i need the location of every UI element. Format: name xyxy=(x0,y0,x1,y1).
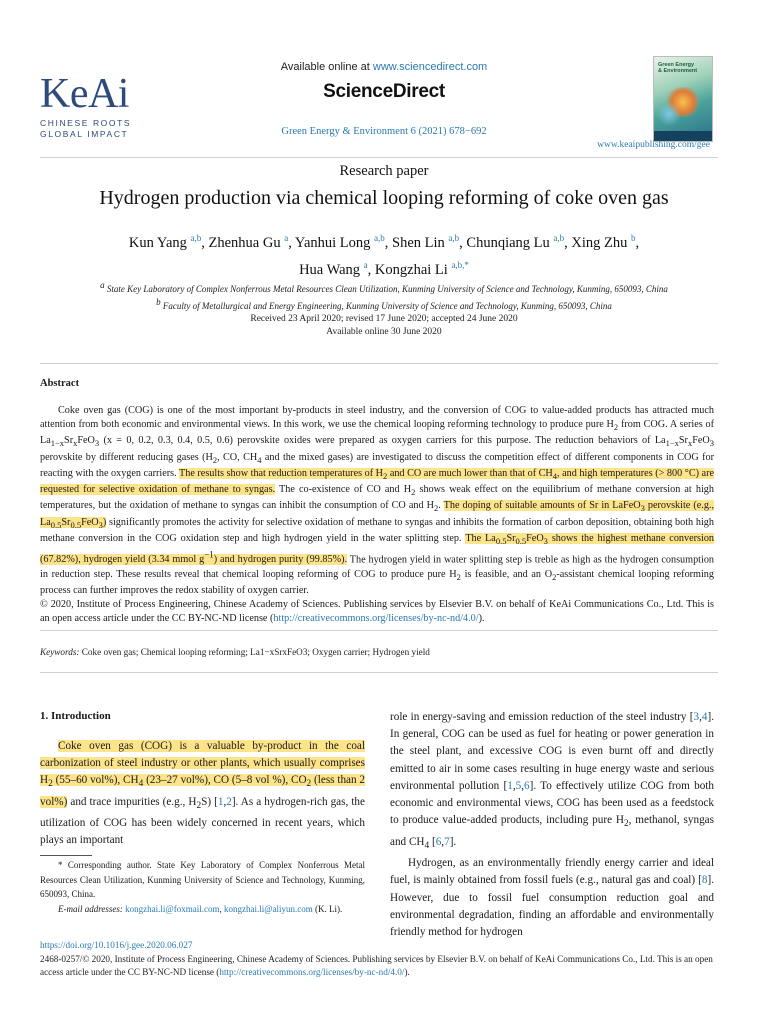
author: Yanhui Long $^{a,b}$ xyxy=(294,233,385,251)
divider xyxy=(40,672,718,673)
journal-homepage-link[interactable]: www.keaipublishing.com/gee xyxy=(597,140,710,150)
keywords xyxy=(40,647,430,657)
footnote-divider xyxy=(40,855,92,856)
journal-citation: Green Energy & Environment 6 (2021) 678−692 xyxy=(281,126,487,137)
sciencedirect-link[interactable]: www.sciencedirect.com xyxy=(372,61,488,73)
reference-link[interactable]: 6 xyxy=(435,835,442,848)
highlight: Coke oven gas (COG) is a valuable by-product in the coal carbonization of steel industry or other plants, which usually comprises $H_2$ (55–60 vol%), $CH_4$ (23–27 vol%), CO (5–8 vol %), $CO_2$ (less than 2 vol%) xyxy=(40,740,366,808)
reference-link[interactable]: 2 xyxy=(226,795,232,808)
author-affil-mark[interactable]: a,b xyxy=(190,233,202,243)
author: Xing Zhu $^b$ xyxy=(571,233,636,251)
email-link[interactable]: kongzhai.li@aliyun.com xyxy=(223,903,313,914)
email-link[interactable]: kongzhai.li@foxmail.com xyxy=(125,903,220,914)
body-paragraph: Hydrogen, as an environmentally friendly energy carrier and ideal fuel, is mainly obtained from fossil fuels (e.g., natural gas and coal) [8]. However, due to fossil fuel consumption reduction goal and environmental degradation, finding an affordable and environmentally friendly method for hydrogen xyxy=(390,857,714,938)
affiliations xyxy=(40,279,728,313)
author-affil-mark[interactable]: a,b xyxy=(448,233,460,243)
available-online: Available online at www.sciencedirect.com xyxy=(280,61,488,73)
cover-title: Green Energy & Environment xyxy=(658,62,698,74)
keywords-text: Coke oven gas; Chemical looping reforming; La1−xSrxFeO3; Oxygen carrier; Hydrogen yield xyxy=(81,647,430,657)
divider xyxy=(40,630,718,631)
highlight: The results show that reduction temperatures of $H_2$ and CO are much lower than that of $CH_4$, and high temperatures (> 800 °C) are requested for selective oxidation of methane to syngas. xyxy=(40,467,714,496)
logo-tagline: CHINESE ROOTS GLOBAL IMPACT xyxy=(40,118,132,139)
logo-wordmark: KeAi xyxy=(40,71,129,117)
keywords-label: Keywords: xyxy=(40,647,80,657)
author: Zhenhua Gu $^a$ xyxy=(208,233,289,251)
footnote xyxy=(40,858,365,916)
author: Kongzhai Li $^{a,b,*}$ xyxy=(374,259,469,278)
author: Shen Lin $^{a,b}$ xyxy=(392,233,460,251)
doi-link[interactable]: https://doi.org/10.1016/j.gee.2020.06.027 xyxy=(40,940,193,950)
reference-link[interactable]: 6 xyxy=(524,779,530,792)
article-title: Hydrogen production via chemical looping reforming of coke oven gas xyxy=(99,187,669,209)
affiliation: $^a$ State Key Laboratory of Complex Nonferrous Metal Resources Clean Utilization, Kunming University of Science and Technology, Kunming, 650093, China xyxy=(100,280,668,294)
author-affil-mark[interactable]: a,b,* xyxy=(451,259,469,270)
cover-artwork-2 xyxy=(656,103,682,125)
reference-link[interactable]: 1 xyxy=(507,779,513,792)
header-divider xyxy=(40,157,718,158)
body-column-right xyxy=(390,709,714,941)
abstract-body xyxy=(40,404,714,627)
affiliation: $^b$ Faculty of Metallurgical and Energy Engineering, Kunming University of Science and Technology, Kunming, 650093, China xyxy=(156,297,612,311)
corresponding-author: * Corresponding author. State Key Laboratory of Complex Nonferrous Metal Resources Clean Utilization, Kunming University of Science and Technology, Kunming, 650093, China. xyxy=(40,860,365,899)
author-list: Kun Yang $^{a,b}$, Zhenhua Gu $^a$, Yanhui Long $^{a,b}$, Shen Lin $^{a,b}$, Chunqiang Lu $^{a,b}$, Xing Zhu $^b$, Hua Wang $^a$, Kongzhai Li $^{a,b,*}$ xyxy=(128,233,640,278)
body-paragraph: Coke oven gas (COG) is a valuable by-product in the coal carbonization of steel industry or other plants, which usually comprises $H_2$ (55–60 vol%), $CH_4$ (23–27 vol%), CO (5–8 vol %), $CO_2$ (less than 2 vol%) and trace impurities (e.g., $H_2S$) [1,2]. As a hydrogen-rich gas, the utilization of COG has been widely concerned in recent years, which plays an important xyxy=(40,740,366,847)
author-affil-mark[interactable]: a,b xyxy=(553,233,565,243)
abstract-copyright: © 2020, Institute of Process Engineering, Chinese Academy of Sciences. Publishing services by Elsevier B.V. on behalf of KeAi Communications Co., Ltd. This is an open access article under the CC BY-NC-ND license (http://creativecommons.org/licenses/by-nc-nd/4.0/). xyxy=(40,599,714,625)
license-link[interactable]: http://creativecommons.org/licenses/by-nc-nd/4.0/ xyxy=(219,966,405,977)
reference-link[interactable]: 8 xyxy=(701,874,708,887)
author: Kun Yang $^{a,b}$ xyxy=(128,233,202,251)
body-paragraph: role in energy-saving and emission reduction of the steel industry [3,4]. In general, COG can be used as fuel for heating or power generation in the steel plant, and excessive COG is even burnt off and directly emitted to air in some cases resulting in huge energy waste and serious environmental pollution [1,5,6]. To effectively utilize COG from both economic and environmental views, COG has been used as a feedstock to produce value-added products, including pure $H_2$, methanol, syngas and $CH_4$ [6,7]. xyxy=(390,711,714,851)
highlight: The doping of suitable amounts of Sr in LaFeO$_3$ perovskite (e.g., $La_{0.5}Sr_{0.5}FeO_3$) xyxy=(40,500,715,530)
abstract-heading: Abstract xyxy=(40,378,80,389)
license-link[interactable]: http://creativecommons.org/licenses/by-nc-nd/4.0/ xyxy=(273,613,479,625)
section-heading: 1. Introduction xyxy=(40,710,111,722)
sciencedirect-brand: ScienceDirect xyxy=(323,81,445,102)
author: Hua Wang $^a$ xyxy=(299,259,368,278)
abstract-paragraph: Coke oven gas (COG) is one of the most important by-products in steel industry, and the conversion of COG to value-added products has attracted much attention from both economic and environmental views. In this work, we use the chemical looping reforming technology to produce pure $H_2$ from COG. A series of $La_{1-x}Sr_xFeO_3$ (x = 0, 0.2, 0.3, 0.4, 0.5, 0.6) perovskite oxides were prepared as oxygen carriers for this purpose. The reduction behaviors of $La_{1-x}Sr_xFeO_3$ perovskite by different reducing gases ($H_2$, CO, $CH_4$ and the mixed gases) are investigated to discuss the competition effect of different components in COG for reacting with the oxygen carriers. The results show that reduction temperatures of $H_2$ and CO are much lower than that of $CH_4$, and high temperatures (> 800 °C) are requested for selective oxidation of methane to syngas. The co-existence of CO and $H_2$ shows weak effect on the equilibrium of methane conversion at high temperatures, but the oxidation of methane to syngas can inhibit the consumption of CO and $H_2$. The doping of suitable amounts of Sr in LaFeO$_3$ perovskite (e.g., $La_{0.5}Sr_{0.5}FeO_3$) significantly promotes the activity for selective oxidation of methane to syngas and inhibits the formation of carbon deposition, obtaining both high methane conversion in the COG oxidation step and high hydrogen yield in the water splitting step. The $La_{0.5}Sr_{0.5}FeO_3$ shows the highest methane conversion (67.82%), hydrogen yield (3.34 mmol $g^{-1}$) and hydrogen purity (99.85%). The hydrogen yield in water splitting step is treble as high as the hydrogen consumption in reduction step. These results reveal that chemical looping reforming of COG to produce pure $H_2$ is feasible, and an $O_2$-assistant chemical looping reforming process can further improves the redox stability of oxygen carrier. xyxy=(40,405,715,596)
reference-link[interactable]: 1 xyxy=(217,795,224,808)
author: Chunqiang Lu $^{a,b}$ xyxy=(466,233,565,251)
online-date: Available online 30 June 2020 xyxy=(326,327,442,337)
reference-link[interactable]: 7 xyxy=(444,835,450,848)
author-affil-mark[interactable]: b xyxy=(631,233,636,243)
article-dates xyxy=(0,313,768,339)
reference-link[interactable]: 3 xyxy=(693,711,700,723)
divider xyxy=(40,363,718,364)
reference-link[interactable]: 5 xyxy=(515,779,522,792)
author-affil-mark[interactable]: a,b xyxy=(374,233,385,243)
body-column-left xyxy=(40,738,365,850)
reference-link[interactable]: 4 xyxy=(701,711,708,723)
highlight: The $La_{0.5}Sr_{0.5}FeO_3$ shows the highest methane conversion (67.82%), hydrogen yield (3.34 mmol $g^{-1}$) and hydrogen purity (99.85%). xyxy=(40,532,715,566)
received-dates: Received 23 April 2020; revised 17 June 2020; accepted 24 June 2020 xyxy=(250,314,518,324)
author-affil-mark[interactable]: a xyxy=(284,233,289,243)
journal-cover-thumbnail xyxy=(653,56,713,142)
footer-copyright: 2468-0257/© 2020, Institute of Process Engineering, Chinese Academy of Sciences. Publishing services by Elsevier B.V. on behalf of KeAi Communications Co., Ltd. This is an open access article under the CC BY-NC-ND license (http://creativecommons.org/licenses/by-nc-nd/4.0/). xyxy=(40,954,713,977)
article-type: Research paper xyxy=(339,163,429,179)
author-affil-mark[interactable]: a xyxy=(363,259,368,270)
email-line: E-mail addresses: kongzhai.li@foxmail.com, kongzhai.li@aliyun.com (K. Li). xyxy=(58,903,343,914)
